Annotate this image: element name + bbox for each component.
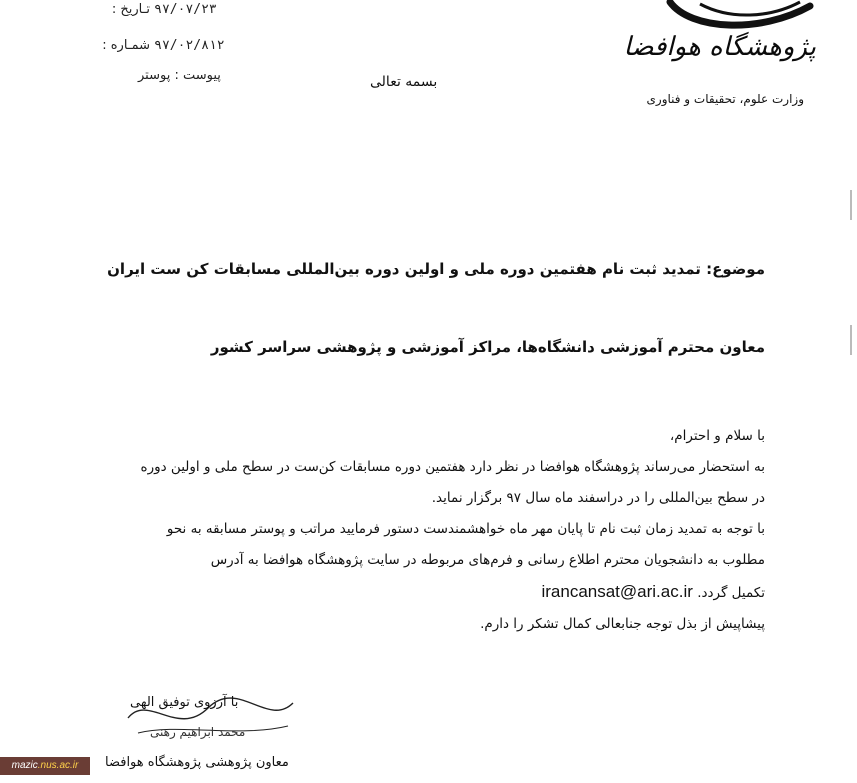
number-value: ۹۷/۰۲/۸۱۲ xyxy=(154,38,225,53)
letter-recipient: معاون محترم آموزشی دانشگاه‌ها، مراکز آموزشی و پژوهشی سراسر کشور xyxy=(210,338,765,356)
date-label: تـاریخ : xyxy=(111,2,150,17)
contact-email: irancansat@ari.ac.ir xyxy=(541,582,693,601)
logo-name: پژوهشگاه هوافضا xyxy=(623,32,816,62)
institute-logo xyxy=(623,0,840,110)
date-field xyxy=(70,2,239,17)
margin-mark xyxy=(850,190,852,220)
margin-mark xyxy=(850,325,852,355)
body-line: با توجه به تمدید زمان ثبت نام تا پایان مهر ماه خواهشمندست دستور فرمایید مراتب و پوستر مسابقه به نحو xyxy=(166,521,765,537)
ministry-line: وزارت علوم، تحقیقات و فناوری xyxy=(646,92,804,106)
body-line: در سطح بین‌المللی را در دراسفند ماه سال ۹۷ برگزار نماید. xyxy=(431,490,765,506)
closing-line: پیشاپیش از بذل توجه جنابعالی کمال تشکر را دارم. xyxy=(480,616,765,632)
letter-subject: موضوع: تمدید ثبت نام هفتمین دوره ملی و اولین دوره بین‌المللی مسابقات کن ست ایران xyxy=(107,260,765,278)
body-line: به استحضار می‌رساند پژوهشگاه هوافضا در نظر دارد هفتمین دوره مسابقات کن‌ست در سطح ملی و اولین دوره xyxy=(140,459,765,475)
signature-wish: با آرزوی توفیق الهی xyxy=(130,695,239,710)
greeting: با سلام و احترام، xyxy=(669,428,765,444)
body-line: مطلوب به دانشجویان محترم اطلاع رسانی و فرم‌های مربوطه در سایت پژوهشگاه هوافضا به آدرس xyxy=(210,552,765,568)
signatory-name: محمد ابراهیم رهنی xyxy=(150,725,246,739)
watermark-domain: .nus.ac.ir xyxy=(37,760,79,771)
body-line-email xyxy=(541,582,765,602)
attachment-field: پیوست : پوستر xyxy=(138,68,221,83)
basmala: بسمه تعالی xyxy=(370,74,438,90)
watermark-prefix: mazic xyxy=(11,760,38,771)
number-field xyxy=(70,38,239,53)
signatory-title: معاون پژوهشی پژوهشگاه هوافضا xyxy=(105,755,289,770)
email-suffix: تکمیل گردد. xyxy=(697,585,765,601)
number-label: شمـاره : xyxy=(102,38,150,53)
source-watermark xyxy=(0,757,90,775)
date-value: ۹۷/۰۷/۲۳ xyxy=(154,2,217,17)
